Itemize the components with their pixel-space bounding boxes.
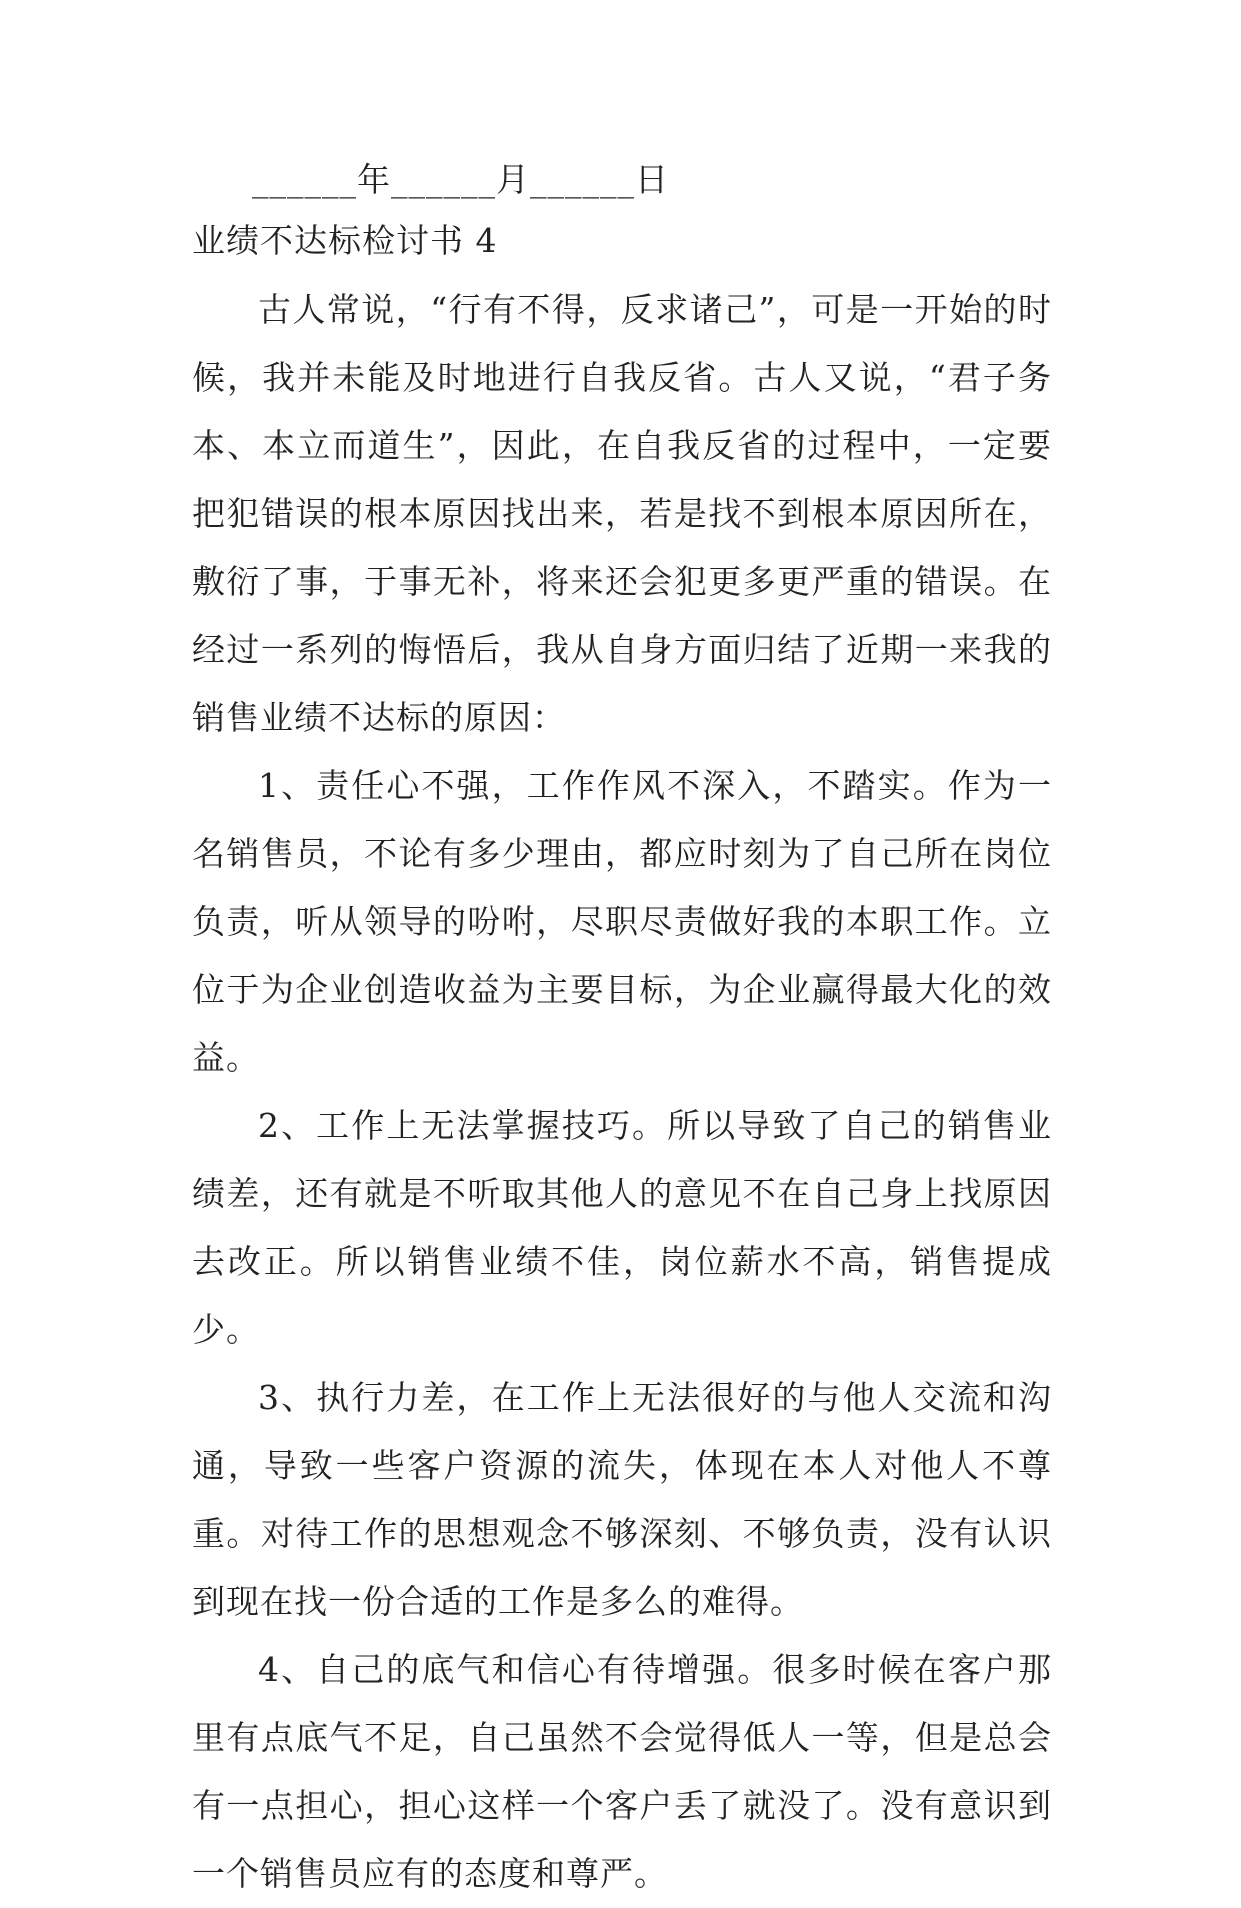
reason-paragraph-2: 2、工作上无法掌握技巧。所以导致了自己的销售业绩差，还有就是不听取其他人的意见不在自己身上找原因去改正。所以销售业绩不佳，岗位薪水不高，销售提成少。 bbox=[192, 1106, 1052, 1349]
reason-paragraph-1: 1、责任心不强，工作作风不深入，不踏实。作为一名销售员，不论有多少理由，都应时刻为了自己所在岗位负责，听从领导的吩咐，尽职尽责做好我的本职工作。立位于为企业创造收益为主要目标，为企业赢得最大化的效益。 bbox=[192, 766, 1052, 1077]
document-title: 业绩不达标检讨书 4 bbox=[192, 221, 498, 260]
document-body bbox=[192, 160, 1052, 1908]
reason-paragraph-4: 4、自己的底气和信心有待增强。很多时候在客户那里有点底气不足，自己虽然不会觉得低人一等，但是总会有一点担心，担心这样一个客户丢了就没了。没有意识到一个销售员应有的态度和尊严。 bbox=[192, 1650, 1052, 1893]
date-line: ______年______月______日 bbox=[252, 160, 669, 199]
intro-paragraph: 古人常说，“行有不得，反求诸己”，可是一开始的时候，我并未能及时地进行自我反省。古人又说，“君子务本、本立而道生”，因此，在自我反省的过程中，一定要把犯错误的根本原因找出来，若是找不到根本原因所在，敷衍了事，于事无补，将来还会犯更多更严重的错误。在经过一系列的悔悟后，我从自身方面归结了近期一来我的销售业绩不达标的原因： bbox=[192, 290, 1052, 737]
reason-paragraph-3: 3、执行力差，在工作上无法很好的与他人交流和沟通，导致一些客户资源的流失，体现在本人对他人不尊重。对待工作的思想观念不够深刻、不够负责，没有认识到现在找一份合适的工作是多么的难得。 bbox=[192, 1378, 1052, 1621]
